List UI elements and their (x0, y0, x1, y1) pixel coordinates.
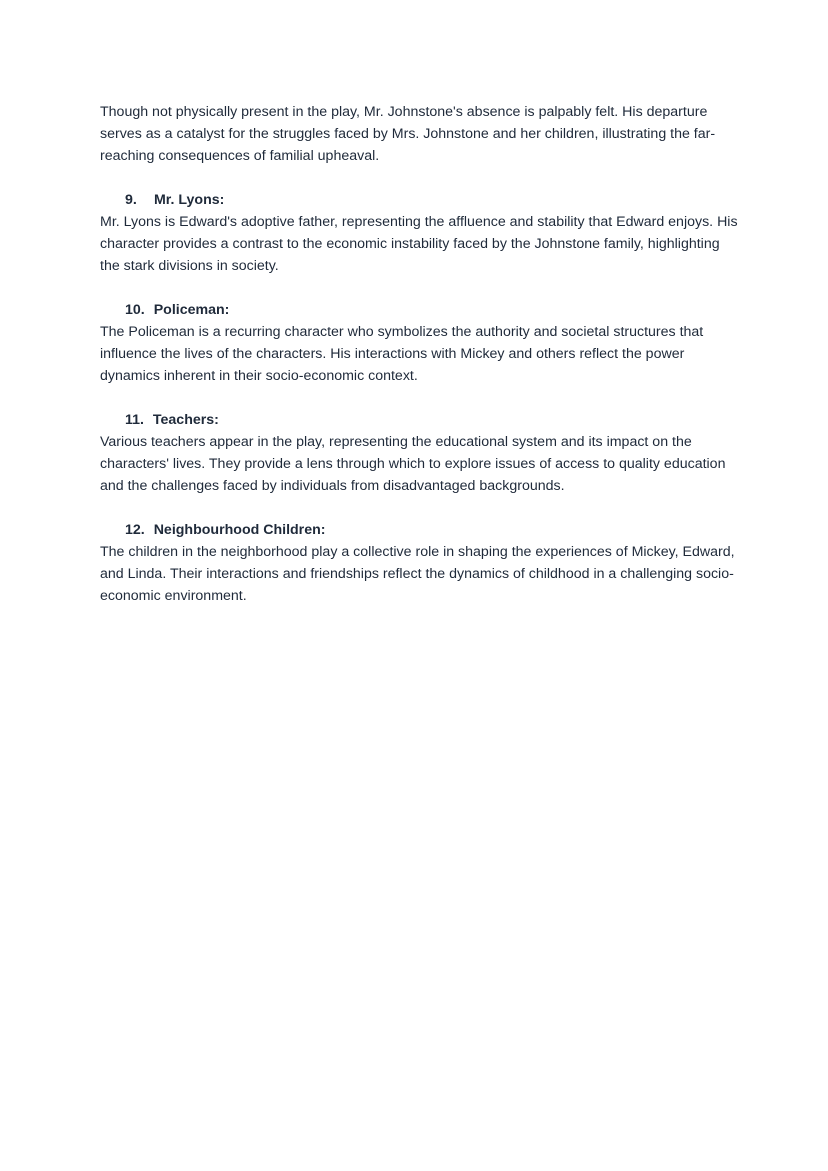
section-mr-lyons (100, 189, 740, 277)
section-body: Various teachers appear in the play, representing the educational system and its impact on the characters' lives. They provide a lens through which to explore issues of access to quality education and the challenges faced by individuals from disadvantaged backgrounds. (100, 434, 726, 494)
section-body: The children in the neighborhood play a collective role in shaping the experiences of Mickey, Edward, and Linda. Their interactions and friendships reflect the dynamics of childhood in a challenging socio-economic environment. (100, 544, 735, 604)
section-number: 9. (125, 192, 137, 208)
section-body: The Policeman is a recurring character who symbolizes the authority and societal structures that influence the lives of the characters. His interactions with Mickey and others reflect the power dynamics inherent in their socio-economic context. (100, 324, 704, 384)
section-number: 12. (125, 522, 145, 538)
section-teachers (100, 409, 740, 497)
section-title: Mr. Lyons: (153, 192, 225, 208)
section-heading (100, 299, 740, 321)
section-number: 11. (125, 412, 144, 428)
section-neighbourhood-children (100, 519, 740, 607)
section-title: Teachers: (152, 412, 219, 428)
section-title: Policeman: (153, 302, 230, 318)
section-heading (100, 519, 740, 541)
section-title: Neighbourhood Children: (153, 522, 326, 538)
intro-paragraph: Though not physically present in the play, Mr. Johnstone's absence is palpably felt. His departure serves as a catalyst for the struggles faced by Mrs. Johnstone and her children, illustrating the far-reaching consequences of familial upheaval. (100, 104, 716, 164)
section-heading (100, 409, 740, 431)
document-content (100, 101, 740, 607)
section-number: 10. (125, 302, 145, 318)
section-policeman (100, 299, 740, 387)
section-body: Mr. Lyons is Edward's adoptive father, representing the affluence and stability that Edward enjoys. His character provides a contrast to the economic instability faced by the Johnstone family, highlighting the stark divisions in society. (100, 214, 738, 274)
section-heading (100, 189, 740, 211)
